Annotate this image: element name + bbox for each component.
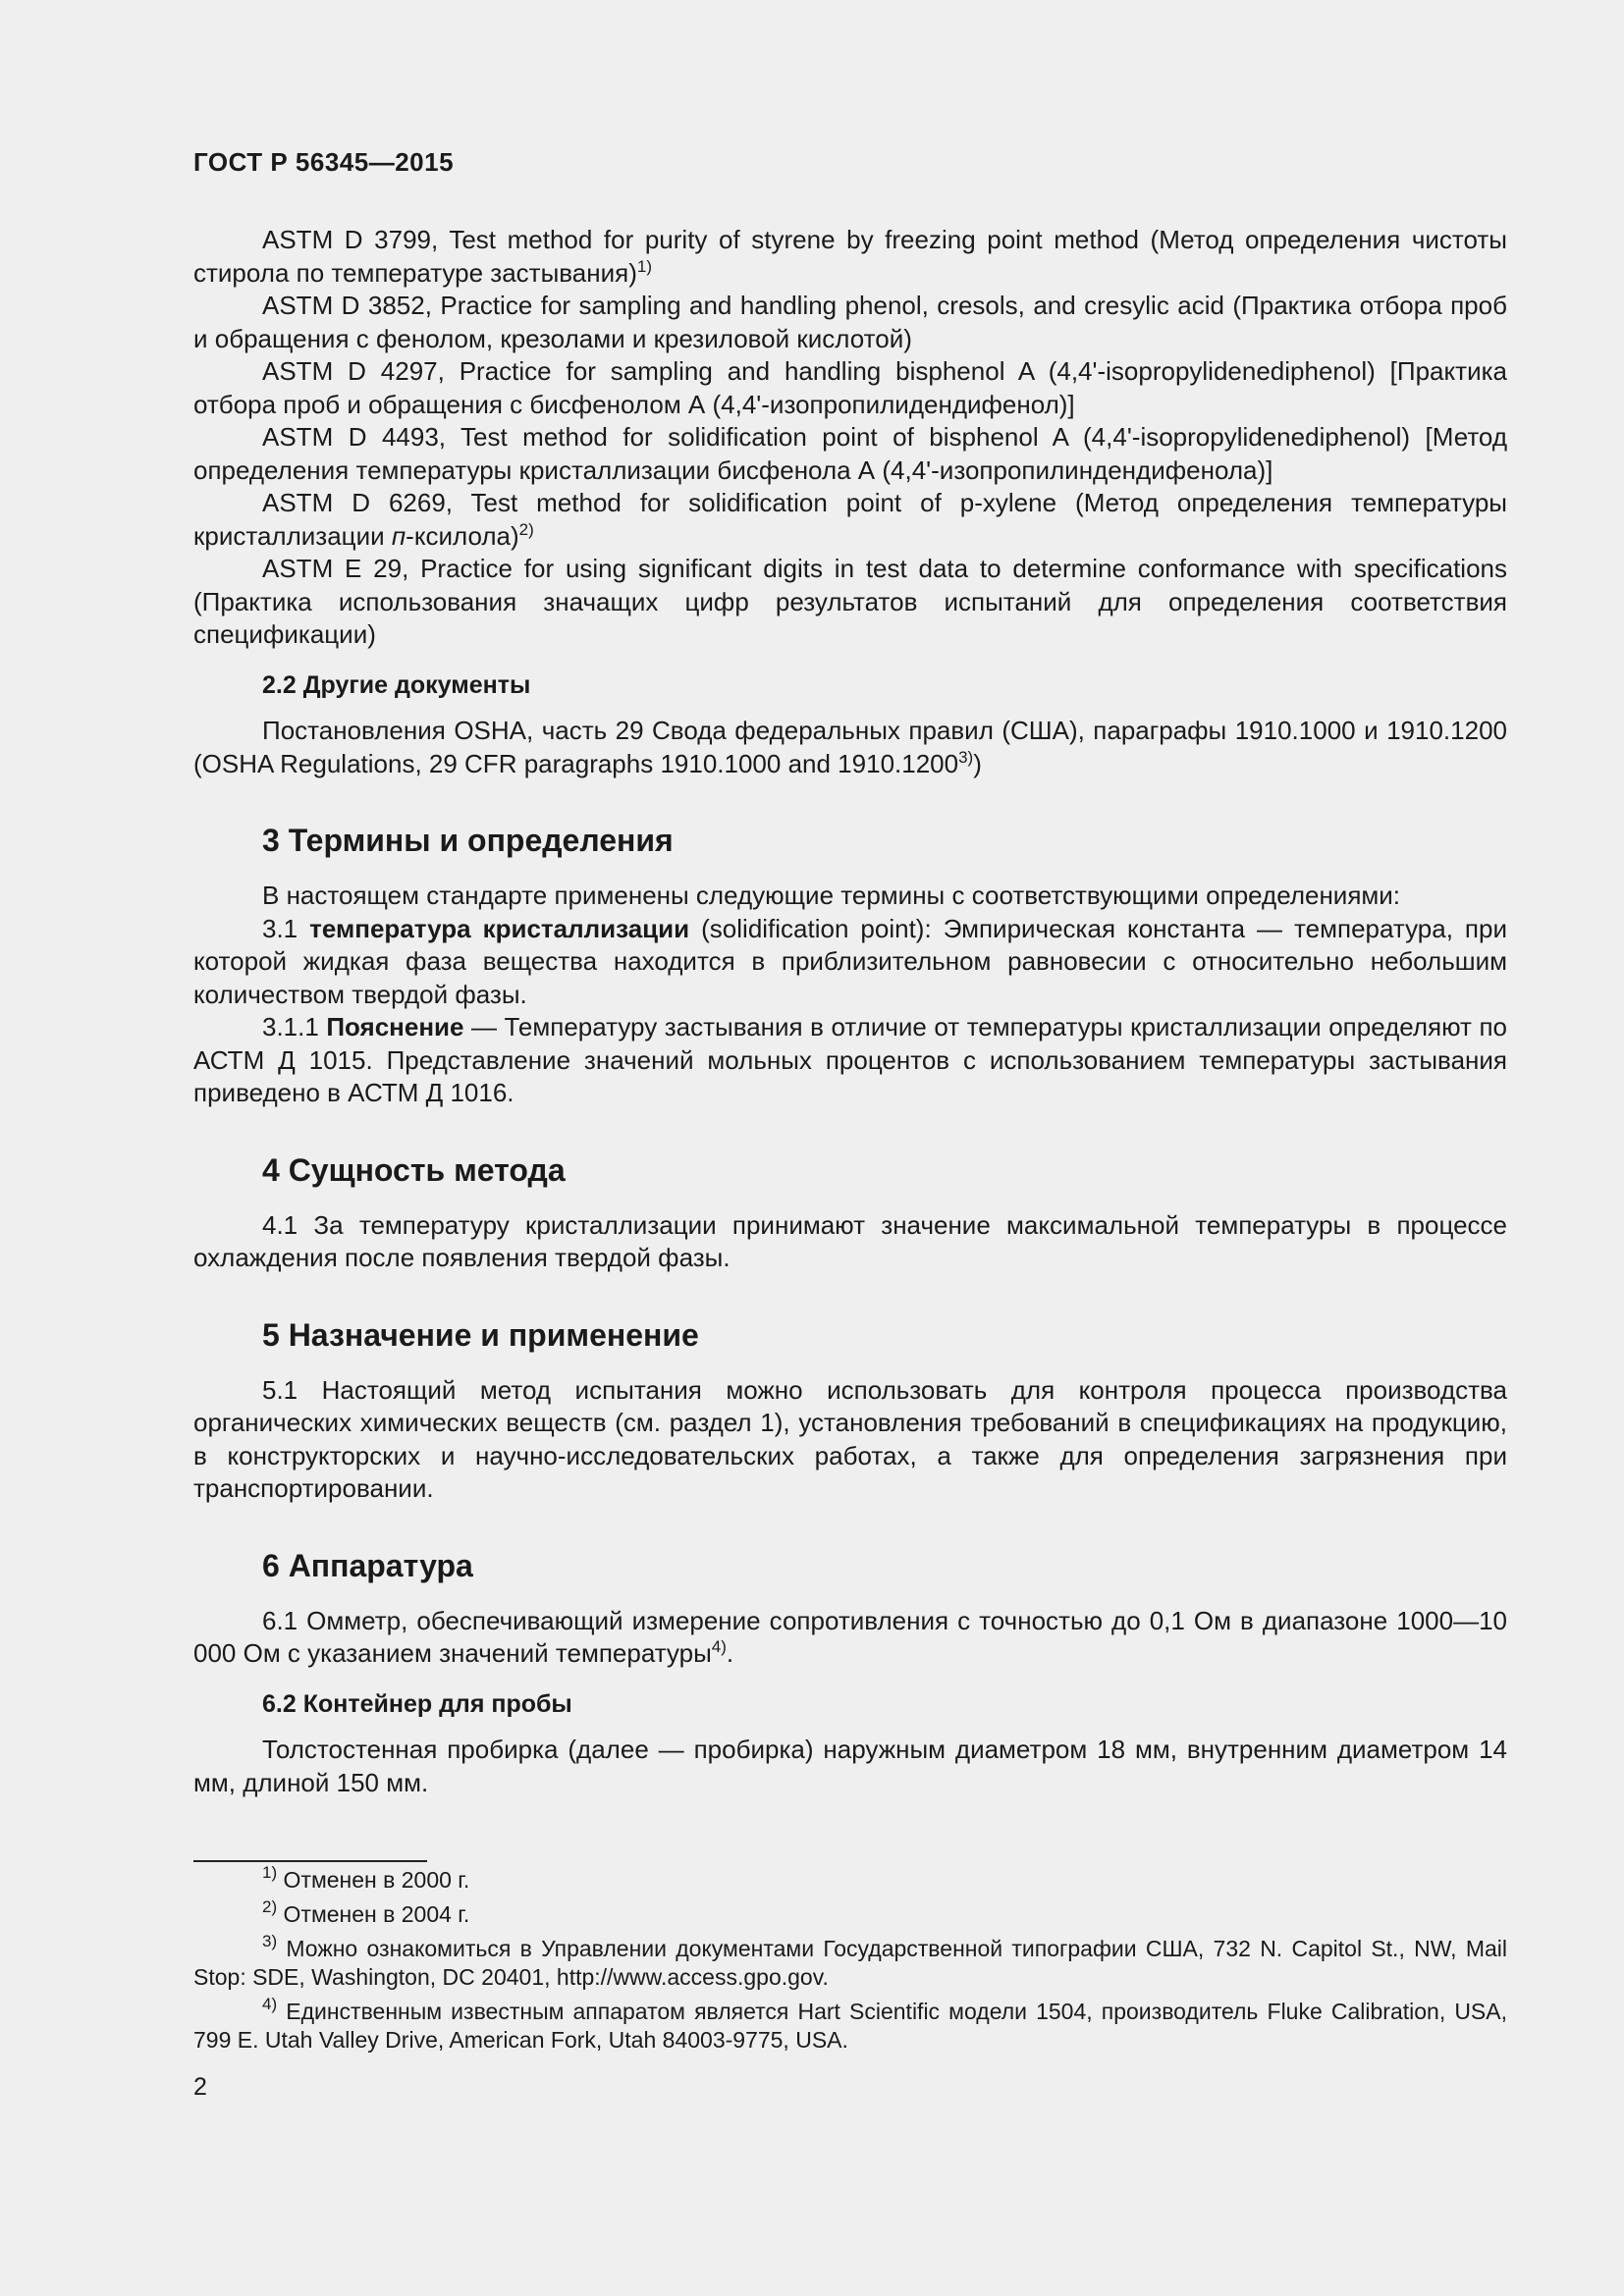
- footnote-3: $^{3)}$ Можно ознакомиться в Управлении документами Государственной типографии США, 732 N. Capitol St., NW, Mail Stop: SDE, Washington, DC 20401, http://www.access.gpo.gov.: [193, 1932, 1507, 1990]
- section-6-1-text: 6.1 Омметр, обеспечивающий измерение сопротивления с точностью до 0,1 Ом в диапазоне 1000—10 000 Ом с указанием значений температуры$^{4)}$.: [193, 1605, 1507, 1668]
- ref-astm-d4297: ASTM D 4297, Practice for sampling and handling bisphenol A (4,4'-isopropylidenediphenol) [Практика отбора проб и обращения с бисфенолом А (4,4'-изопропилидендифенол)]: [193, 356, 1507, 419]
- ref-astm-d6269: ASTM D 6269, Test method for solidification point of p-xylene (Метод определения температуры кристаллизации п-ксилола)$^{2)}$: [193, 488, 1507, 551]
- subsection-6-2-text: Толстостенная пробирка (далее — пробирка) наружным диаметром 18 мм, внутренним диаметром 14 мм, длиной 150 мм.: [193, 1735, 1507, 1797]
- section-3-heading: 3 Термины и определения: [262, 823, 674, 858]
- note-3-1-1: 3.1.1 Пояснение — Температуру застывания в отличие от температуры кристаллизации определяют по АСТМ Д 1015. Представление значений мольных процентов с использованием температуры застывания приведено в АСТМ Д 1016.: [193, 1012, 1507, 1107]
- section-5-heading: 5 Назначение и применение: [262, 1316, 699, 1353]
- ref-astm-d4493: ASTM D 4493, Test method for solidification point of bisphenol A (4,4'-isopropylidenediphenol) [Метод определения температуры кристаллизации бисфенола А (4,4'-изопропилиндендифенола)]: [193, 422, 1507, 485]
- footnotes: [193, 1863, 1507, 2060]
- section-6-heading: 6 Аппаратура: [262, 1547, 473, 1583]
- ref-astm-d3799: ASTM D 3799, Test method for purity of styrene by freezing point method (Метод определения чистоты стирола по температуре застывания)$^{1)}$: [193, 225, 1507, 288]
- subsection-2-2-heading: 2.2 Другие документы: [262, 670, 531, 699]
- term-3-1: 3.1 температура кристаллизации (solidification point): Эмпирическая константа — температура, при которой жидкая фаза вещества находится в приблизительном равновесии с относительно небольшим количеством твердой фазы.: [193, 913, 1507, 1009]
- footnote-1: $^{1)}$ Отменен в 2000 г.: [262, 1863, 470, 1893]
- section-4-text: 4.1 За температуру кристаллизации принимают значение максимальной температуры в процессе охлаждения после появления твердой фазы.: [193, 1209, 1507, 1272]
- footnote-2: $^{2)}$ Отменен в 2004 г.: [262, 1897, 470, 1927]
- document-body: [193, 224, 1507, 1799]
- section-3-intro: В настоящем стандарте применены следующие термины с соответствующими определениями:: [262, 881, 1401, 910]
- footnote-divider: [193, 1860, 427, 1862]
- subsection-2-2-text: Постановления OSHA, часть 29 Свода федеральных правил (США), параграфы 1910.1000 и 1910.1200 (OSHA Regulations, 29 CFR paragraphs 1910.1000 and 1910.1200$^{3)}$): [193, 716, 1507, 778]
- footnote-4: $^{4)}$ Единственным известным аппаратом является Hart Scientific модели 1504, производитель Fluke Calibration, USA, 799 E. Utah Valley Drive, American Fork, Utah 84003-9775, USA.: [193, 1995, 1507, 2053]
- section-4-heading: 4 Сущность метода: [262, 1151, 566, 1188]
- standard-designation: ГОСТ Р 56345—2015: [193, 147, 455, 177]
- section-5-text: 5.1 Настоящий метод испытания можно использовать для контроля процесса производства органических химических веществ (см. раздел 1), установления требований в спецификациях на продукцию, в конструкторских и научно-исследовательских работах, а также для определения загрязнения при транспортировании.: [193, 1374, 1507, 1503]
- subsection-6-2-heading: 6.2 Контейнер для пробы: [262, 1689, 572, 1718]
- page-number: 2: [193, 2073, 207, 2101]
- ref-astm-e29: ASTM E 29, Practice for using significant digits in test data to determine conformance with specifications (Практика использования значащих цифр результатов испытаний для определения соответствия спецификации): [193, 554, 1507, 649]
- ref-astm-d3852: ASTM D 3852, Practice for sampling and handling phenol, cresols, and cresylic acid (Практика отбора проб и обращения с фенолом, крезолами и крезиловой кислотой): [193, 291, 1507, 353]
